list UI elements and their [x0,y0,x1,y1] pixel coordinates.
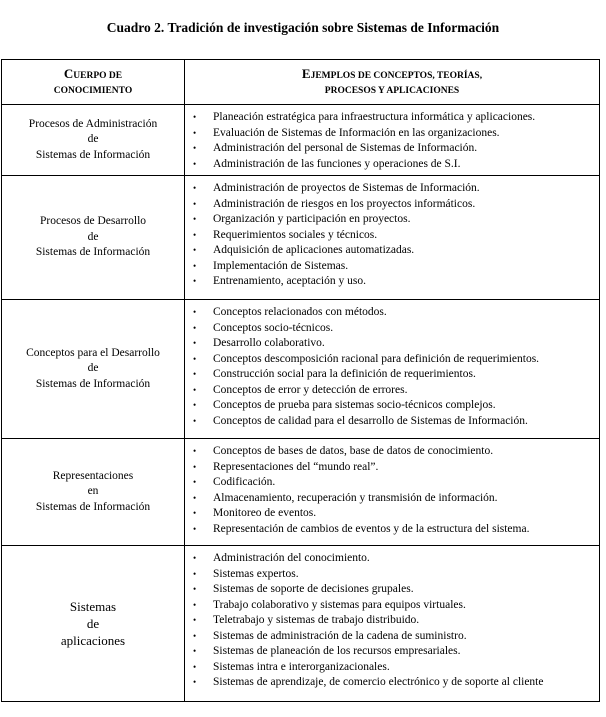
bullet-icon: • [193,198,197,209]
list-item: • Almacenamiento, recuperación y transmisión de información. [185,491,599,507]
list-item: • Teletrabajo y sistemas de trabajo distribuido. [185,613,599,629]
list-item: • Conceptos de error y detección de errores. [185,383,599,399]
bullet-icon: • [193,661,197,672]
bullet-icon: • [193,143,197,153]
body-of-knowledge-cell: Conceptos para el Desarrollo de Sistemas de Información [2,300,185,439]
list-item: • Organización y participación en proyectos. [185,212,599,228]
examples-cell [185,176,600,300]
bullet-icon: • [193,127,197,138]
body-of-knowledge-cell: Procesos de Desarrollo de Sistemas de Información [2,176,185,300]
list-item: • Sistemas expertos. [185,567,599,583]
table-row [2,439,600,546]
list-item: • Sistemas de soporte de decisiones grupales. [185,582,599,598]
bullet-icon: • [193,492,197,503]
bullet-icon: • [193,158,197,169]
list-item: • Evaluación de Sistemas de Información en las organizaciones. [185,126,599,142]
table-row [2,176,600,300]
bullet-icon: • [193,229,197,240]
bullet-icon: • [193,584,197,594]
bullet-icon: • [193,276,197,286]
bullet-icon: • [193,183,197,193]
table-header-row [2,60,600,105]
table-row [2,105,600,176]
list-item: • Sistemas intra e interorganizacionales. [185,660,599,676]
list-item: • Codificación. [185,475,599,491]
header-body-of-knowledge: CUERPO DE CONOCIMIENTO [2,60,185,105]
body-of-knowledge-cell: Procesos de Administración de Sistemas de Información [2,105,185,176]
bullet-icon: • [193,400,197,410]
list-item: • Monitoreo de eventos. [185,506,599,522]
list-item: • Adquisición de aplicaciones automatizadas. [185,243,599,259]
examples-cell [185,546,600,702]
bullet-icon: • [193,461,197,472]
list-item: • Administración de proyectos de Sistemas de Información. [185,181,599,197]
bullet-icon: • [193,568,197,579]
list-item: • Conceptos de bases de datos, base de datos de conocimiento. [185,444,599,460]
list-item: • Planeación estratégica para infraestructura informática y aplicaciones. [185,110,599,126]
bullet-icon: • [193,260,197,271]
list-item: • Conceptos de prueba para sistemas socio-técnicos complejos. [185,398,599,414]
examples-cell [185,300,600,439]
table-title: Cuadro 2. Tradición de investigación sobre Sistemas de Información [106,20,500,35]
bullet-icon: • [193,553,197,563]
list-item: • Administración de las funciones y operaciones de S.I. [185,157,599,173]
list-item: • Sistemas de aprendizaje, de comercio electrónico y de soporte al cliente [185,675,599,691]
bullet-icon: • [193,677,197,687]
list-item: • Conceptos relacionados con métodos. [185,305,599,321]
bullet-icon: • [193,415,197,426]
bullet-icon: • [193,307,197,317]
research-tradition-table [1,59,600,702]
bullet-icon: • [193,630,197,641]
bullet-icon: • [193,353,197,364]
bullet-icon: • [193,446,197,456]
table-row [2,300,600,439]
body-of-knowledge-cell: Sistemas de aplicaciones [2,546,185,702]
list-item: • Conceptos socio-técnicos. [185,321,599,337]
bullet-icon: • [193,599,197,610]
list-item: • Requerimientos sociales y técnicos. [185,228,599,244]
list-item: • Entrenamiento, aceptación y uso. [185,274,599,290]
list-item: • Desarrollo colaborativo. [185,336,599,352]
bullet-icon: • [193,508,197,518]
bullet-icon: • [193,112,197,122]
body-of-knowledge-cell: Representaciones en Sistemas de Información [2,439,185,546]
bullet-icon: • [193,384,197,395]
bullet-icon: • [193,245,197,255]
bullet-icon: • [193,338,197,348]
bullet-icon: • [193,523,197,534]
examples-cell [185,105,600,176]
list-item: • Representación de cambios de eventos y de la estructura del sistema. [185,522,599,538]
list-item: • Conceptos de calidad para el desarrollo de Sistemas de Información. [185,414,599,430]
bullet-icon: • [193,322,197,333]
bullet-icon: • [193,369,197,379]
bullet-icon: • [193,214,197,224]
bullet-icon: • [193,477,197,487]
examples-cell [185,439,600,546]
list-item: • Representaciones del “mundo real”. [185,460,599,476]
list-item: • Trabajo colaborativo y sistemas para equipos virtuales. [185,598,599,614]
list-item: • Implementación de Sistemas. [185,259,599,275]
list-item: • Sistemas de planeación de los recursos empresariales. [185,644,599,660]
list-item: • Conceptos descomposición racional para definición de requerimientos. [185,352,599,368]
bullet-icon: • [193,615,197,625]
table-row [2,546,600,702]
list-item: • Construcción social para la definición de requerimientos. [185,367,599,383]
list-item: • Sistemas de administración de la cadena de suministro. [185,629,599,645]
header-examples: EJEMPLOS DE CONCEPTOS, TEORÍAS, PROCESOS Y APLICACIONES [185,60,600,105]
list-item: • Administración del personal de Sistemas de Información. [185,141,599,157]
bullet-icon: • [193,646,197,656]
list-item: • Administración de riesgos en los proyectos informáticos. [185,197,599,213]
list-item: • Administración del conocimiento. [185,551,599,567]
